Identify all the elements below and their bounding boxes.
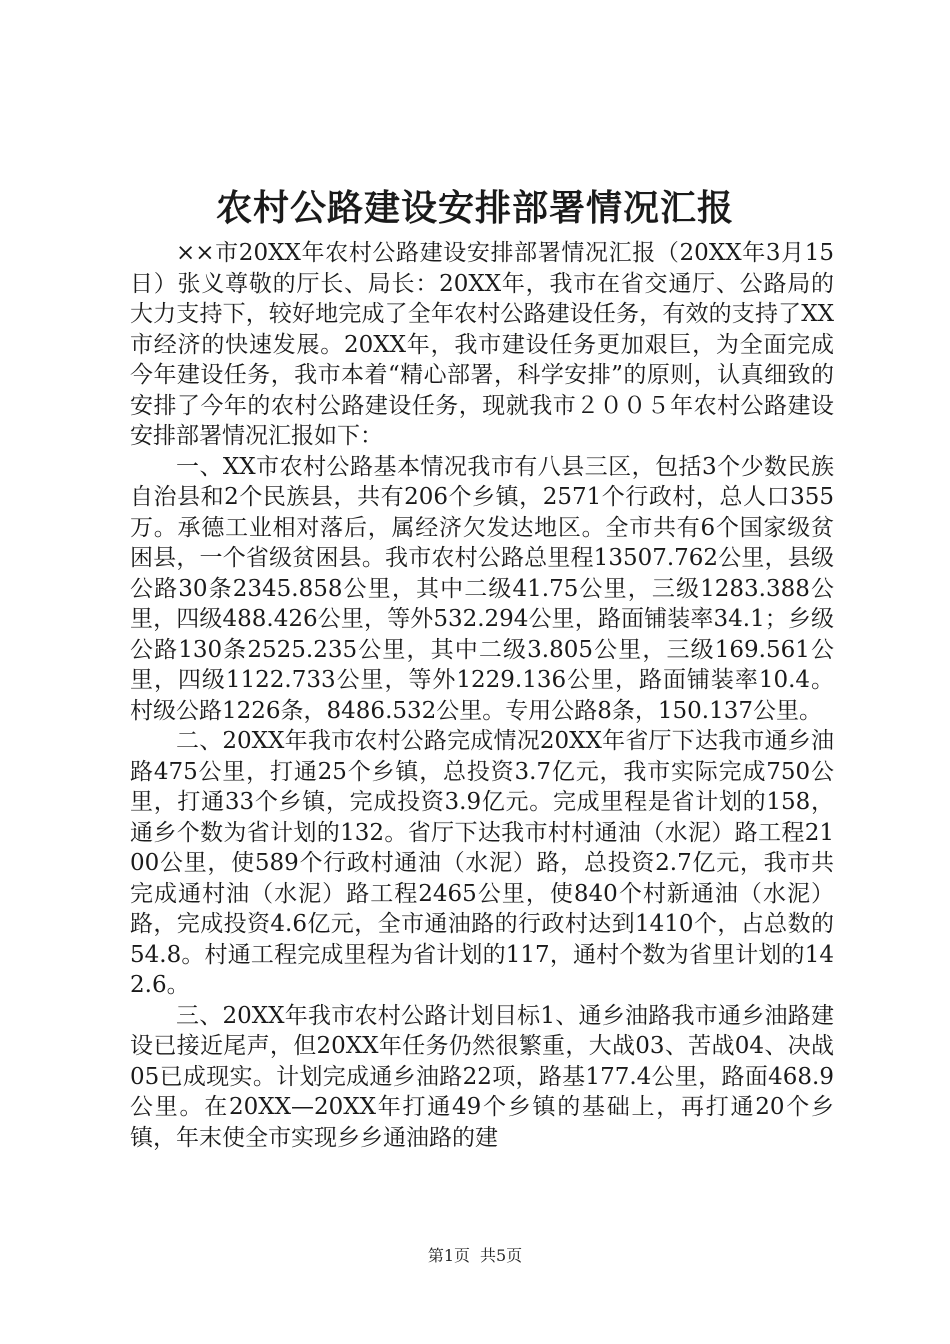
paragraph-section-2: 二、20XX年我市农村公路完成情况20XX年省厅下达我市通乡油路475公里，打通25个乡镇，总投资3.7亿元，我市实际完成750公里，打通33个乡镇，完成投资3.9亿元。完成里程是省计划的158，通乡个数为省计划的132。省厅下达我市村村通油（水泥）路工程2100公里，使589个行政村通油（水泥）路，总投资2.7亿元，我市共完成通村油（水泥）路工程2465公里，使840个村新通油（水泥）路，完成投资4.6亿元，全市通油路的行政村达到1410个，占总数的54.8。村通工程完成里程为省计划的117，通村个数为省里计划的142.6。 — [130, 728, 834, 998]
paragraph-section-3: 三、20XX年我市农村公路计划目标1、通乡油路我市通乡油路建设已接近尾声，但20XX年任务仍然很繁重，大战03、苦战04、决战05已成现实。计划完成通乡油路22项，路基177.4公里，路面468.9公里。在20XX—20XX年打通49个乡镇的基础上，再打通20个乡镇，年末使全市实现乡乡通油路的建 — [130, 1002, 834, 1151]
document-body — [130, 238, 834, 1153]
paragraph-section-1: 一、XX市农村公路基本情况我市有八县三区，包括3个少数民族自治县和2个民族县，共有206个乡镇，2571个行政村，总人口355万。承德工业相对落后，属经济欠发达地区。全市共有6个国家级贫困县，一个省级贫困县。我市农村公路总里程13507.762公里，县级公路30条2345.858公里，其中二级41.75公里，三级1283.388公里，四级488.426公里，等外532.294公里，路面铺装率34.1；乡级公路130条2525.235公里，其中二级3.805公里，三级169.561公里，四级1122.733公里，等外1229.136公里，路面铺装率10.4。村级公路1226条，8486.532公里。专用公路8条，150.137公里。 — [130, 453, 834, 724]
page-footer — [0, 1245, 950, 1267]
page-total: 共5页 — [480, 1246, 523, 1265]
document-title: 农村公路建设安排部署情况汇报 — [215, 187, 734, 229]
paragraph-intro: ××市20XX年农村公路建设安排部署情况汇报（20XX年3月15日）张义尊敬的厅长、局长：20XX年，我市在省交通厅、公路局的大力支持下，较好地完成了全年农村公路建设任务，有效的支持了XX市经济的快速发展。20XX年，我市建设任务更加艰巨，为全面完成今年建设任务，我市本着“精心部署，科学安排”的原则，认真细致的安排了今年的农村公路建设任务，现就我市２００５年农村公路建设安排部署情况汇报如下： — [130, 240, 834, 449]
page-number: 第1页 — [427, 1246, 470, 1265]
